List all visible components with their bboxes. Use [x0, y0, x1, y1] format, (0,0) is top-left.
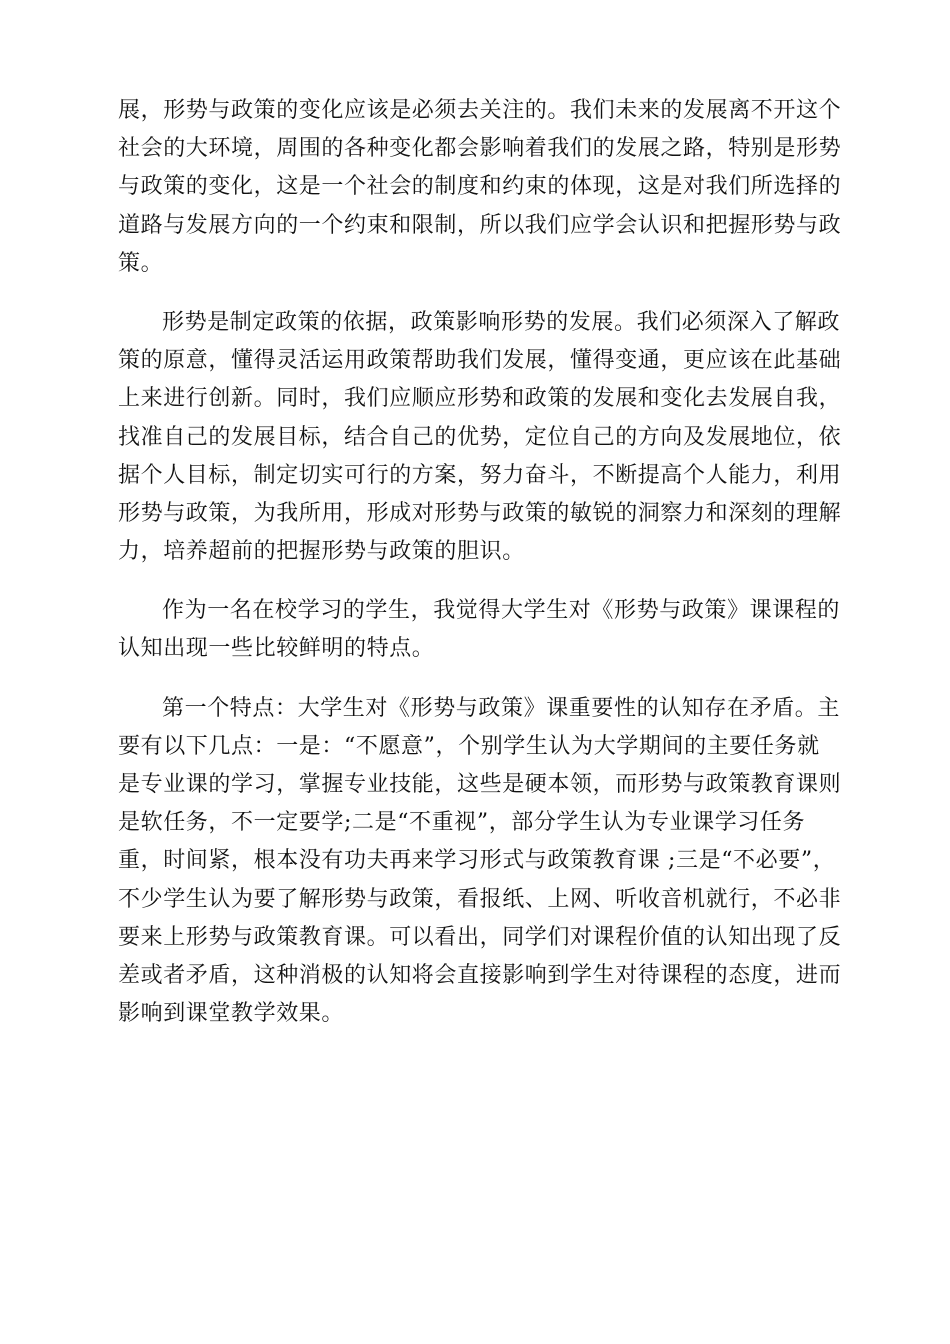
text-line: 第一个特点：大学生对《形势与政策》课重要性的认知存在矛盾。主 [162, 695, 841, 721]
text-line: 是专业课的学习，掌握专业技能，这些是硬本领，而形势与政策教育课则 [118, 772, 842, 797]
text-line: 要有以下几点：一是：“不愿意”，个别学生认为大学期间的主要任务就 [118, 733, 820, 759]
text-line: 要来上形势与政策教育课。可以看出，同学们对课程价值的认知出现了反 [118, 924, 842, 950]
text-line: 找准自己的发展目标，结合自己的优势，定位自己的方向及发展地位，依 [118, 424, 842, 450]
text-line: 社会的大环境，周围的各种变化都会影响着我们的发展之路，特别是形势 [118, 136, 842, 162]
text-line: 与政策的变化，这是一个社会的制度和约束的体现，这是对我们所选择的 [118, 174, 842, 200]
paragraph-2 [118, 304, 842, 571]
text-line: 形势是制定政策的依据，政策影响形势的发展。我们必须深入了解政 [162, 309, 841, 335]
text-line: 上来进行创新。同时，我们应顺应形势和政策的发展和变化去发展自我， [118, 386, 842, 412]
paragraph-1 [118, 92, 842, 283]
text-line: 影响到课堂教学效果。 [118, 1001, 345, 1027]
text-line: 策的原意，懂得灵活运用政策帮助我们发展，懂得变通，更应该在此基础 [118, 348, 842, 374]
document-body [118, 92, 842, 1054]
text-line: 重，时间紧，根本没有功夫再来学习形式与政策教育课 ;三是“不必要”， [118, 848, 836, 874]
text-line: 是软任务，不一定要学;二是“不重视”，部分学生认为专业课学习任务 [118, 810, 806, 836]
text-line: 展，形势与政策的变化应该是必须去关注的。我们未来的发展离不开这个 [118, 98, 842, 123]
paragraph-4 [118, 690, 842, 1034]
text-line: 力，培养超前的把握形势与政策的胆识。 [118, 539, 525, 565]
text-line: 差或者矛盾，这种消极的认知将会直接影响到学生对待课程的态度，进而 [118, 962, 842, 988]
paragraph-3 [118, 592, 841, 668]
text-line: 认知出现一些比较鲜明的特点。 [118, 636, 435, 662]
text-line: 作为一名在校学习的学生，我觉得大学生对《形势与政策》课课程的 [162, 598, 841, 624]
text-line: 道路与发展方向的一个约束和限制，所以我们应学会认识和把握形势与政 [118, 212, 842, 238]
text-line: 据个人目标，制定切实可行的方案，努力奋斗，不断提高个人能力，利用 [118, 462, 842, 488]
text-line: 策。 [118, 250, 164, 276]
text-line: 不少学生认为要了解形势与政策，看报纸、上网、听收音机就行，不必非 [118, 886, 842, 912]
text-line: 形势与政策，为我所用，形成对形势与政策的敏锐的洞察力和深刻的理解 [118, 500, 842, 526]
